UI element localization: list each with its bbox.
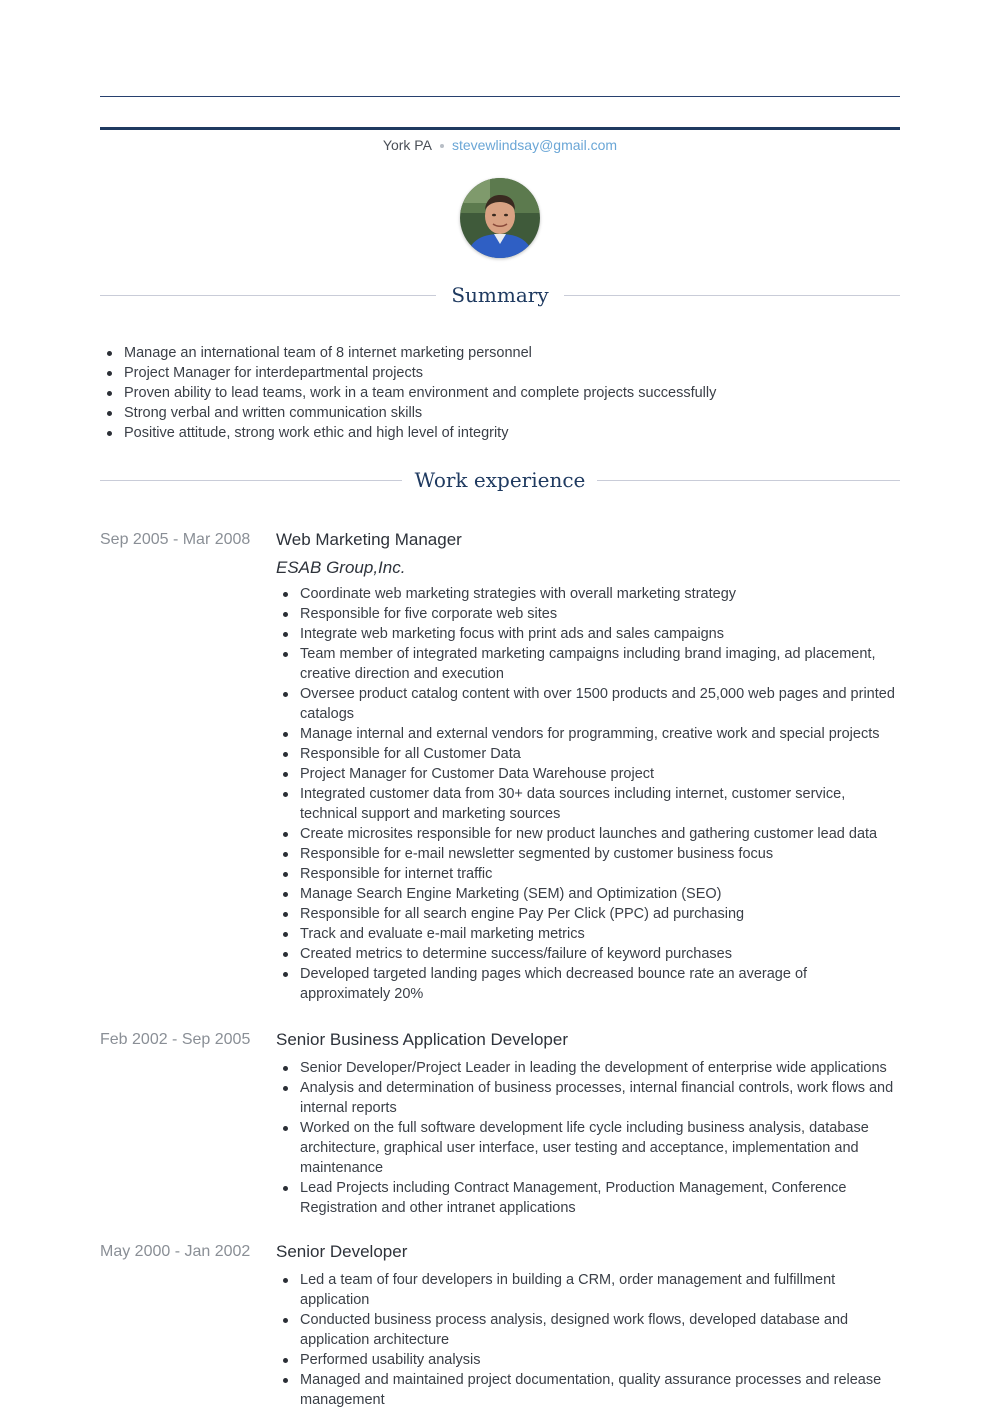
list-item: Responsible for internet traffic [300,864,900,884]
list-item: Oversee product catalog content with over 1500 products and 25,000 web pages and printed catalogs [300,684,900,724]
list-item: Responsible for e-mail newsletter segmented by customer business focus [300,844,900,864]
section-title: Summary [451,283,549,307]
list-item: Manage Search Engine Marketing (SEM) and Optimization (SEO) [300,884,900,904]
list-item: Managed and maintained project documentation, quality assurance processes and release management [300,1370,900,1410]
list-item: Project Manager for interdepartmental projects [124,363,900,383]
job-title: Web Marketing Manager [276,530,462,549]
list-item: Create microsites responsible for new product launches and gathering customer lead data [300,824,900,844]
list-item: Worked on the full software development life cycle including business analysis, database architecture, graphical user interface, user testing and acceptance, implementation and maintenance [300,1118,900,1178]
summary-list [100,343,900,443]
list-item: Developed targeted landing pages which decreased bounce rate an average of approximately 20% [300,964,900,1004]
header-rule [100,96,900,97]
list-item: Team member of integrated marketing campaigns including brand imaging, ad placement, creative direction and execution [300,644,900,684]
work-heading [100,465,900,495]
list-item: Strong verbal and written communication skills [124,403,900,423]
list-item: Analysis and determination of business processes, internal financial controls, work flows and internal reports [300,1078,900,1118]
list-item: Integrate web marketing focus with print ads and sales campaigns [300,624,900,644]
job-dates: Feb 2002 - Sep 2005 [100,1031,251,1048]
list-item: Manage internal and external vendors for programming, creative work and special projects [300,724,900,744]
list-item: Proven ability to lead teams, work in a team environment and complete projects successfully [124,383,900,403]
profile-photo [460,178,540,258]
list-item: Positive attitude, strong work ethic and high level of integrity [124,423,900,443]
list-item: Responsible for five corporate web sites [300,604,900,624]
company-name: ESAB Group,Inc. [276,558,406,577]
job-title: Senior Developer [276,1242,408,1261]
job-dates: May 2000 - Jan 2002 [100,1243,251,1260]
list-item: Project Manager for Customer Data Warehouse project [300,764,900,784]
contact-line [100,136,900,154]
header-rule-thick [100,127,900,130]
section-title: Work experience [414,468,586,492]
location-text: York PA [382,137,432,153]
job-body [276,530,900,1004]
list-item: Senior Developer/Project Leader in leading the development of enterprise wide applications [300,1058,900,1078]
list-item: Manage an international team of 8 internet marketing personnel [124,343,900,363]
job-body [276,1030,900,1218]
job-dates: Sep 2005 - Mar 2008 [100,531,251,548]
list-item: Coordinate web marketing strategies with overall marketing strategy [300,584,900,604]
list-item: Responsible for all search engine Pay Per Click (PPC) ad purchasing [300,904,900,924]
job-title: Senior Business Application Developer [276,1030,569,1049]
job-body [276,1242,900,1410]
list-item: Integrated customer data from 30+ data sources including internet, customer service, technical support and marketing sources [300,784,900,824]
list-item: Responsible for all Customer Data [300,744,900,764]
list-item: Performed usability analysis [300,1350,900,1370]
list-item: Created metrics to determine success/failure of keyword purchases [300,944,900,964]
avatar [460,178,540,258]
summary-heading [100,280,900,310]
list-item: Conducted business process analysis, designed work flows, developed database and application architecture [300,1310,900,1350]
separator-dot-icon [440,144,444,148]
list-item: Led a team of four developers in building a CRM, order management and fulfillment application [300,1270,900,1310]
list-item: Track and evaluate e-mail marketing metrics [300,924,900,944]
list-item: Lead Projects including Contract Management, Production Management, Conference Registration and other intranet applications [300,1178,900,1218]
email-link[interactable]: stevewlindsay@gmail.com [451,137,618,153]
